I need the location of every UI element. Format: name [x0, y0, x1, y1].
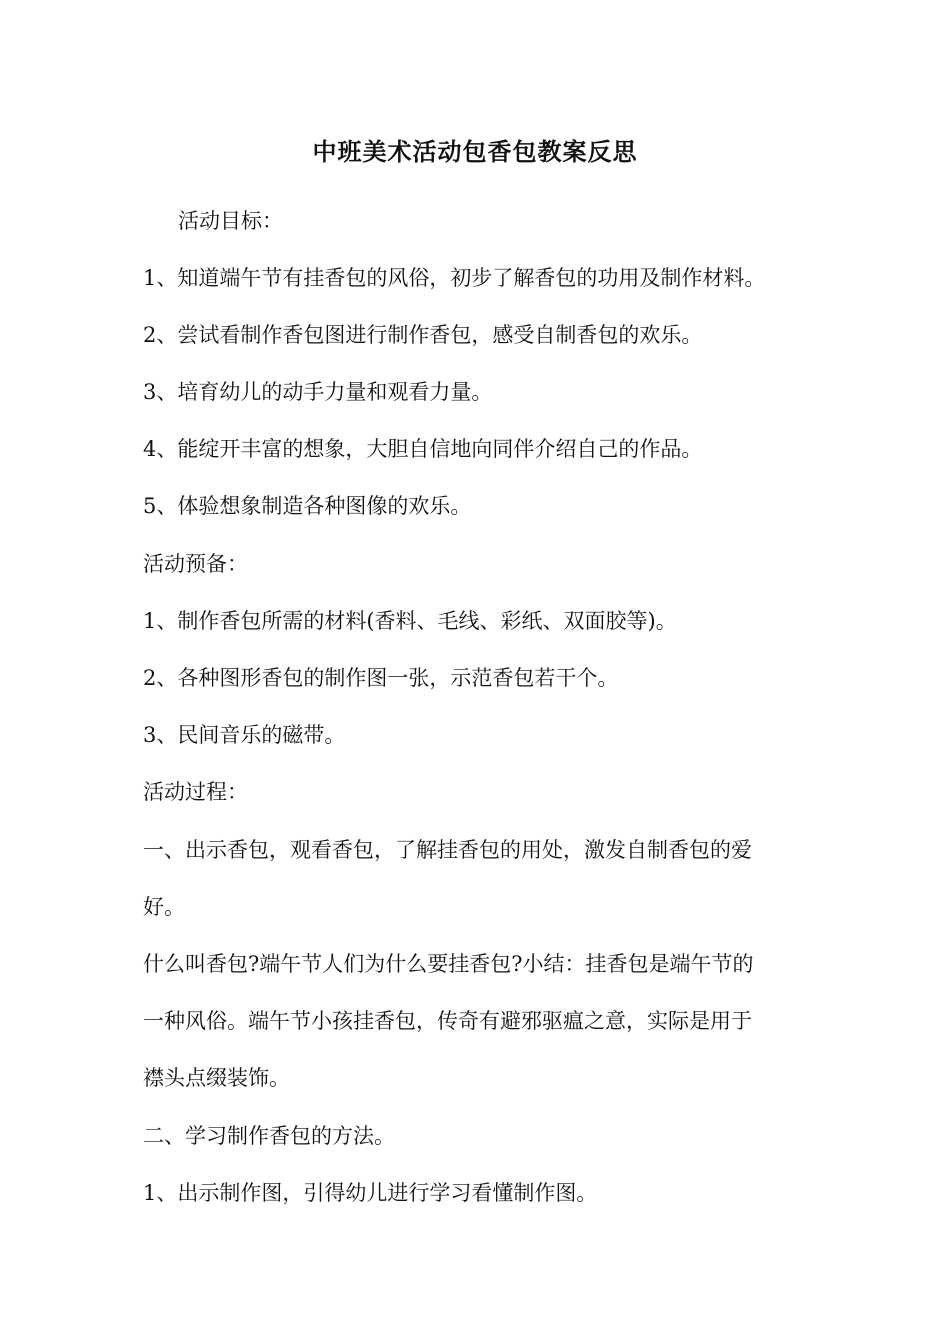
paragraph-line: 1、知道端午节有挂香包的风俗，初步了解香包的功用及制作材料。	[143, 266, 766, 290]
paragraph-line: 1、制作香包所需的材料(香料、毛线、彩纸、双面胶等)。	[143, 609, 677, 633]
paragraph-line: 1、出示制作图，引得幼儿进行学习看懂制作图。	[143, 1181, 598, 1205]
paragraph-line: 2、尝试看制作香包图进行制作香包，感受自制香包的欢乐。	[143, 323, 703, 347]
paragraph-line: 5、体验想象制造各种图像的欢乐。	[143, 494, 472, 518]
paragraph-line: 3、民间音乐的磁带。	[143, 723, 346, 747]
paragraph-line: 什么叫香包?端午节人们为什么要挂香包?小结：挂香包是端午节的	[143, 952, 754, 976]
paragraph-line: 二、学习制作香包的方法。	[143, 1124, 395, 1148]
paragraph-line: 襟头点缀装饰。	[143, 1066, 290, 1090]
paragraph-line: 好。	[143, 895, 185, 919]
paragraph-line: 3、培育幼儿的动手力量和观看力量。	[143, 380, 493, 404]
paragraph-line: 2、各种图形香包的制作图一张，示范香包若干个。	[143, 666, 619, 690]
document-title: 中班美术活动包香包教案反思	[312, 137, 638, 166]
section-heading-process: 活动过程：	[143, 780, 248, 804]
paragraph-line: 一种风俗。端午节小孩挂香包，传奇有避邪驱瘟之意，实际是用于	[143, 1009, 752, 1033]
section-heading-preparation: 活动预备：	[143, 552, 248, 576]
section-heading-goals: 活动目标：	[178, 209, 283, 233]
paragraph-line: 一、出示香包，观看香包，了解挂香包的用处，激发自制香包的爱	[143, 838, 752, 862]
paragraph-line: 4、能绽开丰富的想象，大胆自信地向同伴介绍自己的作品。	[143, 437, 703, 461]
